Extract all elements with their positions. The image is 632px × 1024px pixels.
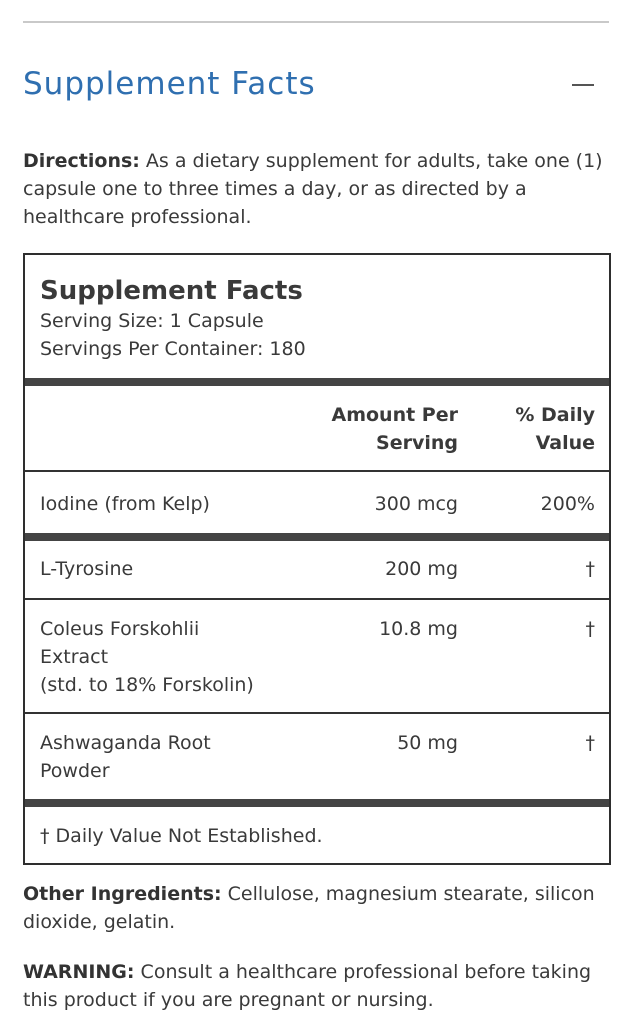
row-sub-coleus: (std. to 18% Forskolin) — [40, 674, 254, 696]
row-name-ashwaganda: Ashwaganda Root Powder — [40, 732, 211, 782]
column-header-daily-value: % Daily Value — [515, 404, 595, 454]
facts-header — [40, 275, 306, 363]
row-name-coleus: Coleus Forskohlii Extract — [40, 618, 200, 668]
row-divider — [25, 470, 609, 472]
facts-title: Supplement Facts — [40, 276, 303, 306]
row-dv-coleus: † — [585, 618, 595, 640]
directions-body: As a dietary supplement for adults, take one (1) capsule one to three times a day, or as directed by a healthcare professional. — [23, 150, 603, 228]
section-title[interactable]: Supplement Facts — [23, 66, 316, 102]
row-name-iodine: Iodine (from Kelp) — [40, 493, 210, 515]
row-dv-ashwaganda: † — [585, 732, 595, 754]
row-amount-ashwaganda: 50 mg — [397, 732, 458, 754]
warning-label: WARNING: — [23, 961, 135, 983]
row-divider — [25, 712, 609, 714]
warning-body: Consult a healthcare professional before taking this product if you are pregnant or nursing. — [23, 961, 592, 1011]
warning-text — [23, 958, 609, 1014]
row-dv-tyrosine: † — [585, 558, 595, 580]
footnote: † Daily Value Not Established. — [40, 825, 323, 847]
row-name-tyrosine: L-Tyrosine — [40, 558, 134, 580]
row-divider — [25, 598, 609, 600]
collapse-minus-icon[interactable] — [572, 84, 594, 86]
row-amount-iodine: 300 mcg — [374, 493, 458, 515]
other-ingredients-label: Other Ingredients: — [23, 883, 222, 905]
directions-label: Directions: — [23, 150, 140, 172]
row-amount-tyrosine: 200 mg — [385, 558, 458, 580]
supplement-facts-panel — [23, 253, 611, 865]
row-amount-coleus: 10.8 mg — [379, 618, 458, 640]
other-ingredients-body: Cellulose, magnesium stearate, silicon dioxide, gelatin. — [23, 883, 595, 933]
row-dv-iodine: 200% — [540, 493, 595, 515]
top-divider — [23, 21, 609, 23]
other-ingredients-text — [23, 880, 609, 936]
thick-divider — [25, 378, 609, 386]
column-header-amount: Amount Per Serving — [331, 404, 458, 454]
serving-size: Serving Size: 1 Capsule — [40, 310, 264, 332]
thick-divider — [25, 799, 609, 807]
thick-divider — [25, 533, 609, 541]
servings-per-container: Servings Per Container: 180 — [40, 338, 306, 360]
directions-text — [23, 147, 609, 231]
